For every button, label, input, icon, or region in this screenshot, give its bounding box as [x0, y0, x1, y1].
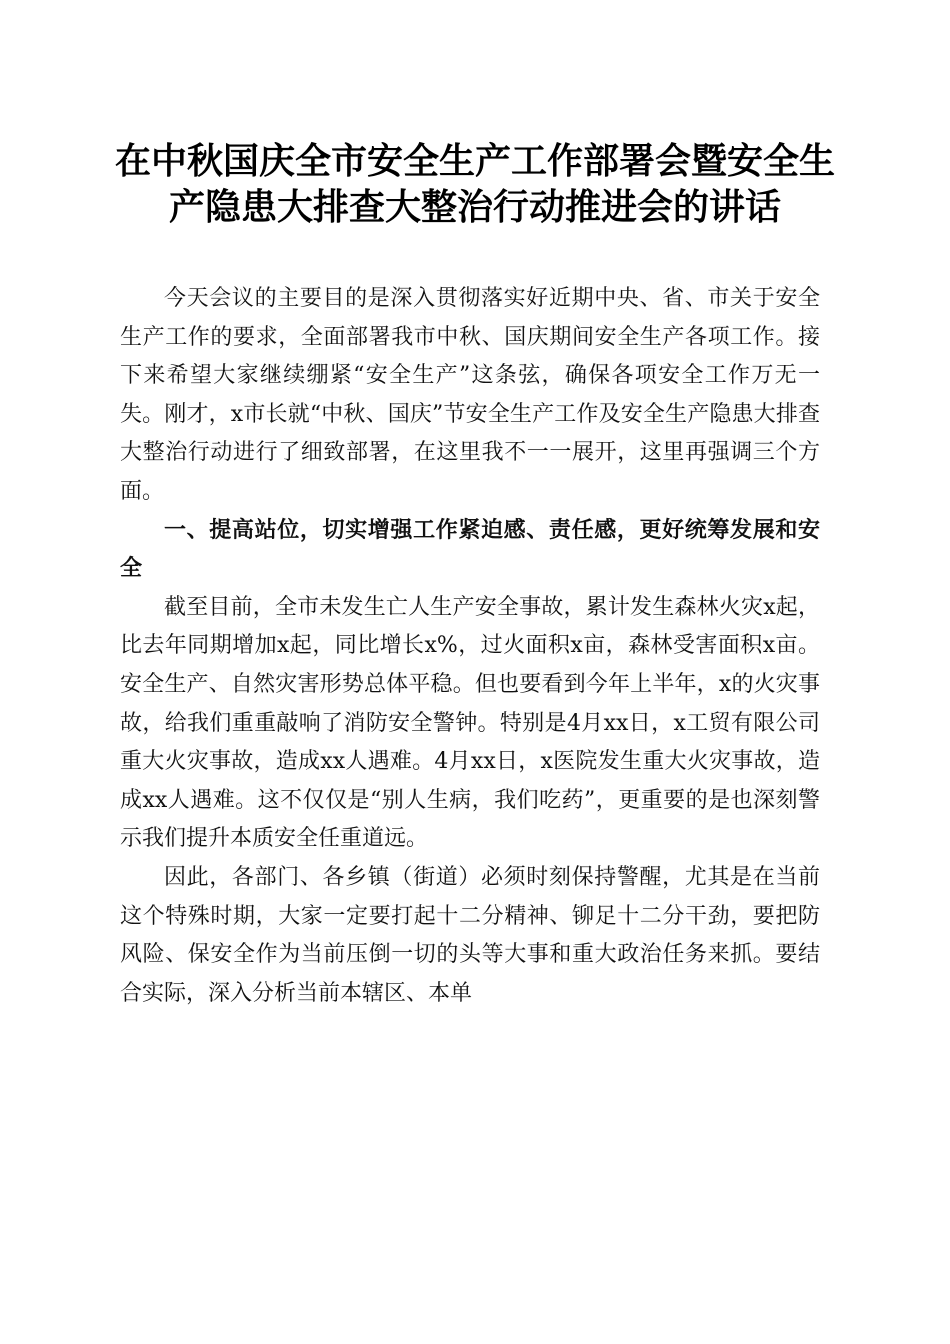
- section-1-heading: 一、提高站位，切实增强工作紧迫感、责任感，更好统筹发展和安全: [120, 517, 820, 582]
- document-body: [120, 280, 820, 1013]
- title-line-1: 在中秋国庆全市安全生产工作部署会暨安全生: [114, 140, 835, 182]
- title-line-2: 产隐患大排查大整治行动推进会的讲话: [168, 186, 781, 228]
- intro-paragraph: 今天会议的主要目的是深入贯彻落实好近期中央、省、市关于安全生产工作的要求，全面部署我市中秋、国庆期间安全生产各项工作。接下来希望大家继续绷紧“安全生产”这条弦，确保各项安全工作万无一失。刚才，x市长就“中秋、国庆”节安全生产工作及安全生产隐患大排查大整治行动进行了细致部署，在这里我不一一展开，这里再强调三个方面。: [120, 286, 820, 504]
- section-1-paragraph-2: 因此，各部门、各乡镇（街道）必须时刻保持警醒，尤其是在当前这个特殊时期，大家一定要打起十二分精神、铆足十二分干劲，要把防风险、保安全作为当前压倒一切的头等大事和重大政治任务来抓。要结合实际，深入分析当前本辖区、本单: [120, 864, 820, 1006]
- document-title: [100, 138, 850, 230]
- section-1-paragraph-1: 截至目前，全市未发生亡人生产安全事故，累计发生森林火灾x起，比去年同期增加x起，同比增长x%，过火面积x亩，森林受害面积x亩。安全生产、自然灾害形势总体平稳。但也要看到今年上半年，x的火灾事故，给我们重重敲响了消防安全警钟。特别是4月xx日，x工贸有限公司重大火灾事故，造成xx人遇难。4月xx日，x医院发生重大火灾事故，造成xx人遇难。这不仅仅是“别人生病，我们吃药”，更重要的是也深刻警示我们提升本质安全任重道远。: [120, 594, 820, 852]
